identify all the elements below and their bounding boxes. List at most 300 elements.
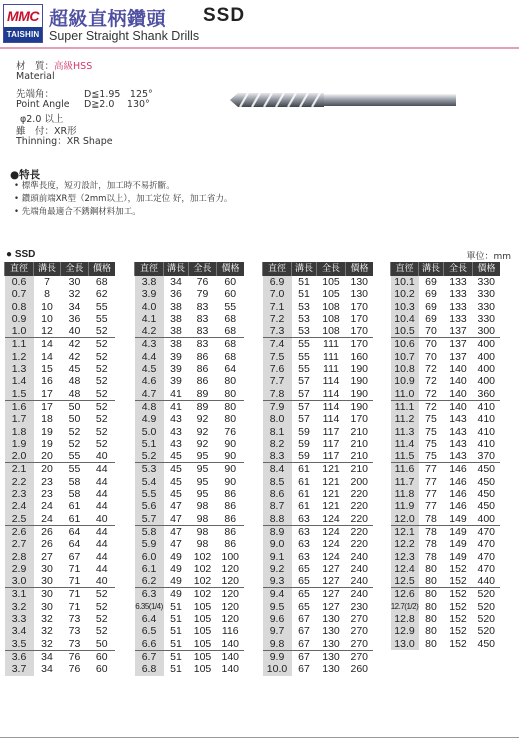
flute-length-cell: 47: [170, 512, 182, 525]
flute-length-cell: 65: [298, 600, 310, 613]
flute-length-cell: 51: [170, 600, 182, 613]
price-cell: 140: [221, 637, 240, 650]
flute-length-cell: 23: [41, 475, 53, 488]
overall-length-cell: 146: [444, 463, 473, 476]
flute-length-cell: 51: [164, 650, 189, 663]
table-row: [263, 325, 374, 338]
overall-length-cell: 117: [322, 437, 340, 450]
diameter-cell: 10.4: [391, 313, 419, 325]
diameter-cell: 3.2: [5, 601, 34, 613]
overall-length-cell: 121: [322, 488, 340, 501]
diameter-cell: 9.2: [263, 563, 292, 575]
overall-length-cell: 52: [68, 437, 81, 450]
overall-length-cell: 48: [68, 387, 81, 400]
price-cell: 190: [346, 400, 374, 413]
diameter-cell: 9.8: [263, 638, 292, 651]
flute-length-cell: 30: [34, 588, 61, 601]
price-cell: 210: [346, 463, 374, 476]
flute-length-cell: 69: [425, 300, 437, 313]
diameter-cell: 4.7: [135, 388, 164, 401]
overall-length-cell: 152: [449, 625, 467, 638]
flute-length-cell: 12: [41, 325, 53, 338]
overall-length-cell: 40: [68, 325, 81, 338]
diameter-cell: 7.3: [263, 325, 292, 338]
price-cell: 170: [350, 325, 369, 338]
overall-length-cell: 86: [196, 375, 209, 388]
flute-length-cell: 72: [425, 363, 437, 376]
diameter-cell: 11.8: [391, 488, 419, 500]
price-cell: 44: [95, 562, 108, 575]
table-row: [263, 438, 374, 450]
flute-length-cell: 75: [425, 450, 437, 463]
overall-length-cell: 149: [444, 525, 473, 538]
price-cell: 55: [95, 300, 108, 313]
price-cell: 40: [95, 575, 108, 588]
diameter-cell: 8.7: [263, 500, 292, 512]
table-row: [5, 613, 116, 625]
flute-length-cell: 49: [170, 550, 182, 563]
price-cell: 330: [477, 288, 496, 301]
flute-length-cell: 41: [164, 400, 189, 413]
flute-length-cell: 38: [170, 300, 182, 313]
overall-length-cell: 105: [322, 276, 340, 288]
overall-length-cell: 121: [322, 475, 340, 488]
overall-length-cell: 79: [196, 288, 209, 301]
diameter-cell: 3.4: [5, 625, 34, 637]
flute-length-cell: 69: [425, 276, 437, 288]
table-row: [135, 363, 245, 375]
table-row: [5, 525, 116, 538]
table-row: [135, 400, 245, 413]
overall-length-cell: 149: [449, 538, 467, 551]
price-cell: 210: [350, 425, 369, 438]
flute-length-cell: 80: [425, 562, 437, 575]
flute-length-cell: 8: [44, 288, 50, 301]
diameter-cell: 5.3: [135, 463, 164, 476]
material-label-en: Material: [16, 71, 55, 82]
price-cell: 44: [95, 550, 108, 563]
price-cell: 400: [477, 350, 496, 363]
unit-label: 單位：mm: [466, 252, 511, 262]
table-row: [391, 301, 501, 313]
price-cell: 170: [350, 300, 369, 313]
mmc-taishin-logo: [3, 4, 43, 43]
diameter-cell: 3.1: [5, 588, 34, 601]
table-row: [263, 351, 374, 363]
diameter-cell: 2.6: [5, 525, 34, 538]
flute-length-cell: 51: [170, 637, 182, 650]
table-row: [391, 450, 501, 463]
diameter-cell: 6.4: [135, 613, 164, 625]
flute-length-cell: 55: [298, 363, 310, 376]
diameter-cell: 12.2: [391, 538, 419, 550]
diameter-cell: 2.3: [5, 488, 34, 500]
table-row: [391, 463, 501, 476]
diameter-cell: 6.8: [135, 663, 164, 675]
overall-length-cell: 127: [322, 575, 340, 588]
overall-length-cell: 95: [189, 463, 217, 476]
feature-item: • 先端角最適合不銹鋼材料加工。: [14, 207, 141, 217]
overall-length-cell: 89: [189, 400, 217, 413]
table-row: [135, 638, 245, 651]
features-title: ●特長: [10, 169, 41, 181]
logo-mark: MMC: [4, 5, 42, 27]
table-row: [391, 276, 501, 288]
table-row: [5, 625, 116, 637]
diameter-cell: 4.2: [135, 325, 164, 338]
overall-length-cell: 102: [193, 562, 212, 575]
diameter-cell: 10.5: [391, 325, 419, 338]
column-header: 全長: [61, 262, 89, 276]
flute-length-cell: 67: [298, 625, 310, 638]
overall-length-cell: 48: [68, 375, 81, 388]
price-cell: 170: [350, 312, 369, 325]
diameter-cell: 5.0: [135, 426, 164, 438]
diameter-cell: 2.8: [5, 551, 34, 563]
table-row: [5, 375, 116, 387]
table-row: [263, 500, 374, 512]
flute-length-cell: 51: [170, 625, 182, 638]
flute-length-cell: 53: [298, 325, 310, 338]
diameter-cell: 11.1: [391, 400, 419, 413]
price-cell: 450: [477, 488, 496, 501]
diameter-cell: 9.0: [263, 538, 292, 550]
table-row: [391, 513, 501, 526]
table-row: [5, 563, 116, 575]
drill-illustration: [228, 87, 458, 113]
flute-length-cell: 57: [298, 387, 310, 400]
flute-length-cell: 49: [170, 562, 182, 575]
diameter-cell: 10.6: [391, 338, 419, 351]
price-cell: 450: [473, 463, 501, 476]
flute-length-cell: 55: [292, 338, 317, 351]
flute-length-cell: 53: [298, 300, 310, 313]
table-row: [5, 575, 116, 588]
price-cell: 52: [95, 625, 108, 638]
price-cell: 60: [95, 663, 108, 676]
table-row: [263, 563, 374, 575]
table-row: [263, 276, 374, 288]
flute-length-cell: 27: [41, 550, 53, 563]
diameter-cell: 3.5: [5, 638, 34, 651]
diameter-cell: 10.2: [391, 288, 419, 300]
diameter-cell: 1.5: [5, 388, 34, 401]
flute-length-cell: 20: [34, 463, 61, 476]
flute-length-cell: 70: [425, 325, 437, 338]
table-row: [135, 351, 245, 363]
overall-length-cell: 152: [449, 575, 467, 588]
price-cell: 55: [224, 300, 237, 313]
flute-length-cell: 75: [425, 413, 437, 426]
diameter-cell: 10.1: [391, 276, 419, 288]
flute-length-cell: 61: [298, 500, 310, 513]
flute-length-cell: 80: [425, 575, 437, 588]
price-cell: 170: [350, 413, 369, 426]
thinning-label-en: Thinning：XR Shape: [16, 136, 113, 147]
price-cell: 400: [477, 512, 496, 525]
flute-length-cell: 24: [41, 500, 53, 513]
table-row: [5, 663, 116, 675]
table-row: [263, 513, 374, 526]
price-cell: 52: [95, 425, 108, 438]
diameter-cell: 3.9: [135, 288, 164, 300]
overall-length-cell: 140: [449, 363, 467, 376]
table-row: [135, 601, 245, 613]
table-row: [263, 588, 374, 601]
diameter-cell: 4.1: [135, 313, 164, 325]
diameter-cell: 11.3: [391, 426, 419, 438]
table-row: [5, 288, 116, 300]
thinning-label-cn: 雖 付：XR形: [16, 126, 77, 137]
diameter-cell: 9.7: [263, 625, 292, 637]
diameter-cell: 12.1: [391, 525, 419, 538]
flute-length-cell: 38: [170, 312, 182, 325]
diameter-cell: 11.7: [391, 476, 419, 488]
table-row: [5, 438, 116, 450]
flute-length-cell: 49: [170, 575, 182, 588]
table-row: [263, 388, 374, 401]
flute-length-cell: 67: [298, 637, 310, 650]
flute-length-cell: 57: [298, 413, 310, 426]
flute-length-cell: 30: [41, 562, 53, 575]
table-row: [5, 538, 116, 550]
price-cell: 90: [224, 475, 237, 488]
table-row: [391, 338, 501, 351]
table-row: [135, 551, 245, 563]
table-row: [5, 313, 116, 325]
price-cell: 64: [224, 363, 237, 376]
table-row: [391, 413, 501, 425]
table-row: [391, 375, 501, 387]
overall-length-cell: 95: [196, 450, 209, 463]
diameter-cell: 6.6: [135, 638, 164, 651]
price-cell: 400: [473, 338, 501, 351]
flute-length-cell: 36: [170, 288, 182, 301]
overall-length-cell: 52: [68, 425, 81, 438]
overall-length-cell: 124: [317, 525, 346, 538]
point-angle-label-en: Point Angle: [16, 99, 70, 110]
table-row: [135, 450, 245, 463]
overall-length-cell: 140: [444, 400, 473, 413]
diameter-cell: 10.8: [391, 363, 419, 375]
price-cell: 470: [477, 562, 496, 575]
overall-length-cell: 71: [68, 600, 81, 613]
overall-length-cell: 58: [68, 475, 81, 488]
overall-length-cell: 76: [196, 276, 209, 288]
diameter-cell: 7.7: [263, 375, 292, 387]
column-header: 溝長: [419, 262, 444, 276]
flute-length-cell: 77: [425, 475, 437, 488]
diameter-cell: 12.4: [391, 563, 419, 575]
table-row: [135, 625, 245, 637]
overall-length-cell: 92: [196, 413, 209, 426]
diameter-cell: 12.9: [391, 625, 419, 637]
flute-length-cell: 61: [298, 475, 310, 488]
flute-length-cell: 41: [170, 387, 182, 400]
overall-length-cell: 73: [68, 613, 81, 626]
overall-length-cell: 83: [189, 338, 217, 351]
table-section-label: ● SSD: [6, 249, 36, 260]
price-cell: 44: [89, 463, 116, 476]
table-row: [263, 625, 374, 637]
flute-length-cell: 23: [41, 488, 53, 501]
overall-length-cell: 143: [449, 413, 467, 426]
price-cell: 330: [477, 300, 496, 313]
flute-length-cell: 16: [41, 375, 53, 388]
overall-length-cell: 105: [193, 637, 212, 650]
overall-length-cell: 105: [193, 625, 212, 638]
flute-length-cell: 78: [419, 525, 444, 538]
diameter-cell: 4.9: [135, 413, 164, 425]
overall-length-cell: 98: [196, 512, 209, 525]
price-cell: 240: [350, 575, 369, 588]
diameter-cell: 8.0: [263, 413, 292, 425]
diameter-cell: 2.9: [5, 563, 34, 575]
point-angle-row1: D≦1.95 125°: [84, 89, 153, 100]
flute-length-cell: 78: [425, 512, 437, 525]
flute-length-cell: 10: [41, 300, 53, 313]
overall-length-cell: 108: [322, 312, 340, 325]
flute-length-cell: 51: [170, 663, 182, 676]
column-header: 全長: [444, 262, 473, 276]
diameter-cell: 3.3: [5, 613, 34, 625]
diameter-cell: 7.0: [263, 288, 292, 300]
overall-length-cell: 34: [68, 300, 81, 313]
flute-length-cell: 80: [425, 625, 437, 638]
table-row: [263, 538, 374, 550]
table-row: [263, 375, 374, 387]
flute-length-cell: 10: [41, 312, 53, 325]
product-title-en: Super Straight Shank Drills: [49, 29, 200, 43]
diameter-cell: 6.9: [263, 276, 292, 288]
flute-length-cell: 26: [34, 525, 61, 538]
flute-length-cell: 69: [425, 288, 437, 301]
overall-length-cell: 152: [449, 637, 467, 650]
price-cell: 130: [350, 288, 369, 301]
overall-length-cell: 146: [449, 488, 467, 501]
diameter-cell: 9.1: [263, 551, 292, 563]
overall-length-cell: 67: [68, 550, 81, 563]
table-row: [263, 301, 374, 313]
flute-length-cell: 43: [170, 413, 182, 426]
overall-length-cell: 42: [61, 338, 89, 351]
overall-length-cell: 45: [68, 363, 81, 376]
diameter-cell: 6.35(1/4): [135, 601, 164, 613]
table-row: [5, 351, 116, 363]
table-row: [135, 301, 245, 313]
table-row: [5, 363, 116, 375]
flute-length-cell: 17: [41, 387, 53, 400]
flute-length-cell: 80: [425, 600, 437, 613]
overall-length-cell: 95: [196, 475, 209, 488]
diameter-cell: 5.7: [135, 513, 164, 526]
flute-length-cell: 17: [34, 400, 61, 413]
table-row: [135, 500, 245, 512]
price-cell: 44: [89, 525, 116, 538]
flute-length-cell: 43: [170, 437, 182, 450]
overall-length-cell: 73: [68, 637, 81, 650]
diameter-cell: 10.9: [391, 375, 419, 387]
overall-length-cell: 32: [68, 288, 81, 301]
diameter-cell: 9.9: [263, 650, 292, 663]
diameter-cell: 8.1: [263, 426, 292, 438]
overall-length-cell: 130: [322, 625, 340, 638]
flute-length-cell: 15: [41, 363, 53, 376]
table-row: [135, 325, 245, 338]
overall-length-cell: 140: [449, 375, 467, 388]
flute-length-cell: 7: [44, 276, 50, 288]
table-row: [391, 313, 501, 325]
diameter-cell: 2.4: [5, 500, 34, 512]
flute-length-cell: 47: [164, 525, 189, 538]
price-cell: 90: [217, 463, 245, 476]
feature-item: • 標準長度，短刃設計，加工時不易折斷。: [14, 181, 175, 191]
material-label: 材 質：: [16, 61, 55, 72]
table-row: [135, 375, 245, 387]
price-cell: 90: [224, 450, 237, 463]
overall-length-cell: 114: [322, 387, 340, 400]
diameter-cell: 6.3: [135, 588, 164, 601]
column-header: 價格: [89, 262, 116, 276]
price-cell: 52: [95, 413, 108, 426]
table-row: [5, 488, 116, 500]
table-row: [263, 476, 374, 488]
bottom-divider: [0, 737, 519, 738]
diameter-cell: 4.5: [135, 363, 164, 375]
price-cell: 120: [221, 575, 240, 588]
diameter-cell: 11.2: [391, 413, 419, 425]
price-cell: 210: [350, 450, 369, 463]
flute-length-cell: 78: [425, 538, 437, 551]
diameter-cell: 2.1: [5, 463, 34, 476]
diameter-cell: 5.6: [135, 500, 164, 512]
diameter-cell: 9.5: [263, 601, 292, 613]
flute-length-cell: 51: [298, 288, 310, 301]
diameter-cell: 5.4: [135, 476, 164, 488]
diameter-cell: 7.2: [263, 313, 292, 325]
diameter-cell: 3.0: [5, 575, 34, 588]
overall-length-cell: 61: [68, 500, 81, 513]
table-row: [391, 601, 501, 613]
price-cell: 52: [95, 600, 108, 613]
overall-length-cell: 86: [196, 350, 209, 363]
flute-length-cell: 26: [41, 538, 53, 551]
table-row: [263, 313, 374, 325]
overall-length-cell: 102: [193, 575, 212, 588]
table-row: [5, 400, 116, 413]
table-row: [5, 513, 116, 526]
flute-length-cell: 75: [425, 437, 437, 450]
table-row: [391, 426, 501, 438]
price-cell: 240: [350, 562, 369, 575]
column-header: 全長: [317, 262, 346, 276]
table-row: [135, 563, 245, 575]
flute-length-cell: 67: [298, 613, 310, 626]
flute-length-cell: 47: [170, 500, 182, 513]
overall-length-cell: 117: [322, 450, 340, 463]
table-row: [135, 613, 245, 625]
price-cell: 40: [95, 450, 108, 463]
table-row: [5, 426, 116, 438]
flute-length-cell: 72: [425, 387, 437, 400]
overall-length-cell: 133: [449, 300, 467, 313]
price-cell: 130: [350, 276, 369, 288]
table-row: [5, 638, 116, 651]
diameter-cell: 1.8: [5, 426, 34, 438]
flute-length-cell: 19: [41, 437, 53, 450]
price-cell: 52: [95, 437, 108, 450]
table-row: [391, 625, 501, 637]
